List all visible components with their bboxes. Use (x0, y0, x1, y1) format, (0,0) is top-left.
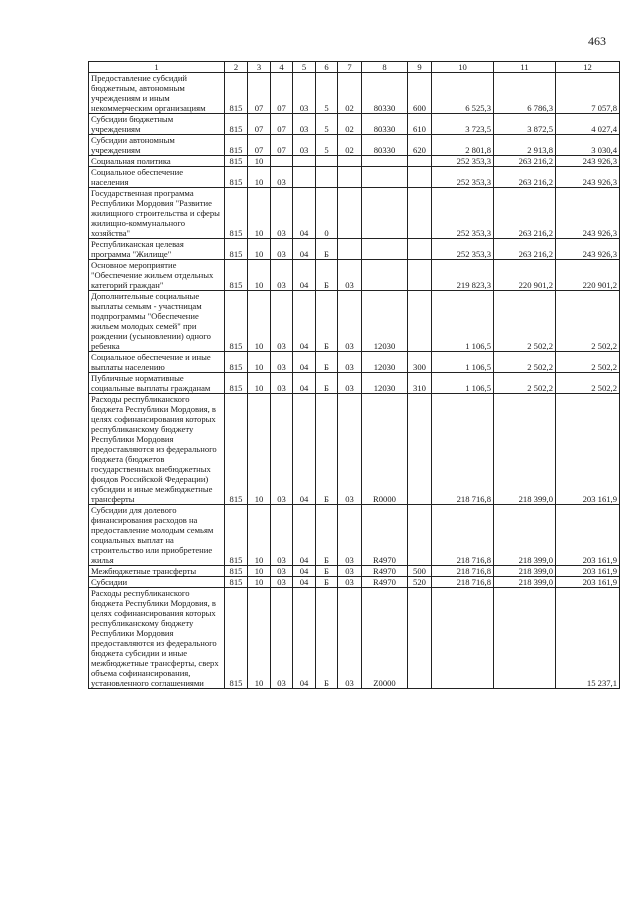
event-code: 03 (338, 588, 362, 689)
row-name: Публичные нормативные социальные выплаты гражданам (89, 373, 225, 394)
amount-2020: 218 399,0 (494, 566, 556, 577)
expense-type-code (408, 505, 432, 566)
event-code: 02 (338, 114, 362, 135)
grbs-code: 815 (225, 394, 248, 505)
amount-2020: 2 502,2 (494, 291, 556, 352)
subsection-code: 03 (271, 566, 293, 577)
event-code: 02 (338, 73, 362, 114)
table-row (89, 291, 620, 352)
amount-2019: 2 801,8 (432, 135, 494, 156)
event-code: 03 (338, 291, 362, 352)
row-name: Субсидии автономным учреждениям (89, 135, 225, 156)
subprogram-code: Б (316, 239, 338, 260)
grbs-code: 815 (225, 577, 248, 588)
subsection-code: 03 (271, 239, 293, 260)
expense-type-code: 600 (408, 73, 432, 114)
expense-type-code (408, 156, 432, 167)
col-header: 3 (248, 62, 271, 73)
subprogram-code: 5 (316, 73, 338, 114)
event-code (338, 156, 362, 167)
program-code: 04 (293, 505, 316, 566)
amount-2019: 3 723,5 (432, 114, 494, 135)
grbs-code: 815 (225, 167, 248, 188)
row-name: Социальное обеспечение населения (89, 167, 225, 188)
col-header: 10 (432, 62, 494, 73)
subsection-code: 03 (271, 167, 293, 188)
subprogram-code: Б (316, 394, 338, 505)
col-header: 1 (89, 62, 225, 73)
expense-type-code: 300 (408, 352, 432, 373)
row-name: Предоставление субсидий бюджетным, автономным учреждениям и иным некоммерческим организациям (89, 73, 225, 114)
direction-code: R4970 (362, 505, 408, 566)
subprogram-code (316, 156, 338, 167)
row-name: Субсидии бюджетным учреждениям (89, 114, 225, 135)
grbs-code: 815 (225, 239, 248, 260)
amount-2021: 203 161,9 (556, 394, 620, 505)
col-header: 6 (316, 62, 338, 73)
amount-2019: 252 353,3 (432, 167, 494, 188)
amount-2020: 2 502,2 (494, 373, 556, 394)
amount-2021: 4 027,4 (556, 114, 620, 135)
amount-2020: 6 786,3 (494, 73, 556, 114)
program-code: 04 (293, 188, 316, 239)
subsection-code: 03 (271, 588, 293, 689)
subsection-code: 03 (271, 373, 293, 394)
grbs-code: 815 (225, 505, 248, 566)
row-name: Субсидии (89, 577, 225, 588)
section-code: 10 (248, 291, 271, 352)
expense-type-code (408, 394, 432, 505)
table-row (89, 394, 620, 505)
expense-type-code: 310 (408, 373, 432, 394)
event-code (338, 239, 362, 260)
direction-code: Z0000 (362, 588, 408, 689)
subsection-code: 03 (271, 260, 293, 291)
expense-type-code: 620 (408, 135, 432, 156)
direction-code: 80330 (362, 135, 408, 156)
expense-type-code (408, 260, 432, 291)
table-header-row (89, 62, 620, 73)
row-name: Расходы республиканского бюджета Республики Мордовия, в целях софинансирования которых республиканскому бюджету Республики Мордовия предоставляются из федерального бюджета субсидии и иные межбюджетные трансферты, сверх объема софинансирования, установленного соглашениями (89, 588, 225, 689)
section-code: 07 (248, 114, 271, 135)
amount-2021: 243 926,3 (556, 156, 620, 167)
subprogram-code (316, 167, 338, 188)
amount-2019: 252 353,3 (432, 156, 494, 167)
row-name: Дополнительные социальные выплаты семьям - участницам подпрограммы "Обеспечение жильем молодых семей" при рождении (усыновлении) одного ребенка (89, 291, 225, 352)
subprogram-code: Б (316, 588, 338, 689)
direction-code: 12030 (362, 373, 408, 394)
subprogram-code: 5 (316, 114, 338, 135)
amount-2021: 203 161,9 (556, 566, 620, 577)
section-code: 10 (248, 188, 271, 239)
table-row (89, 566, 620, 577)
col-header: 9 (408, 62, 432, 73)
col-header: 8 (362, 62, 408, 73)
grbs-code: 815 (225, 135, 248, 156)
col-header: 4 (271, 62, 293, 73)
event-code: 03 (338, 373, 362, 394)
amount-2020: 2 913,8 (494, 135, 556, 156)
subprogram-code: 5 (316, 135, 338, 156)
subsection-code: 03 (271, 577, 293, 588)
subprogram-code: Б (316, 291, 338, 352)
grbs-code: 815 (225, 352, 248, 373)
section-code: 10 (248, 394, 271, 505)
subprogram-code: Б (316, 352, 338, 373)
table-row (89, 505, 620, 566)
direction-code (362, 156, 408, 167)
col-header: 2 (225, 62, 248, 73)
event-code: 03 (338, 352, 362, 373)
row-name: Социальная политика (89, 156, 225, 167)
expense-type-code (408, 291, 432, 352)
budget-table (88, 61, 620, 689)
amount-2020: 2 502,2 (494, 352, 556, 373)
expense-type-code (408, 588, 432, 689)
table-row (89, 260, 620, 291)
amount-2020: 218 399,0 (494, 505, 556, 566)
amount-2019: 219 823,3 (432, 260, 494, 291)
grbs-code: 815 (225, 156, 248, 167)
grbs-code: 815 (225, 114, 248, 135)
section-code: 10 (248, 505, 271, 566)
program-code: 03 (293, 114, 316, 135)
table-row (89, 188, 620, 239)
table-row (89, 135, 620, 156)
direction-code: R4970 (362, 577, 408, 588)
subprogram-code: Б (316, 505, 338, 566)
row-name: Межбюджетные трансферты (89, 566, 225, 577)
table-row (89, 114, 620, 135)
amount-2020: 263 216,2 (494, 167, 556, 188)
subsection-code: 03 (271, 188, 293, 239)
section-code: 07 (248, 73, 271, 114)
program-code (293, 156, 316, 167)
table-row (89, 73, 620, 114)
amount-2021: 243 926,3 (556, 239, 620, 260)
direction-code (362, 167, 408, 188)
event-code: 03 (338, 577, 362, 588)
col-header: 11 (494, 62, 556, 73)
expense-type-code: 520 (408, 577, 432, 588)
subprogram-code: Б (316, 577, 338, 588)
table-row (89, 577, 620, 588)
amount-2019: 218 716,8 (432, 566, 494, 577)
section-code: 10 (248, 156, 271, 167)
direction-code: 12030 (362, 291, 408, 352)
amount-2020: 263 216,2 (494, 239, 556, 260)
program-code: 04 (293, 394, 316, 505)
expense-type-code (408, 167, 432, 188)
amount-2019: 218 716,8 (432, 505, 494, 566)
program-code: 04 (293, 373, 316, 394)
table-row (89, 373, 620, 394)
grbs-code: 815 (225, 566, 248, 577)
subsection-code: 07 (271, 73, 293, 114)
program-code: 03 (293, 73, 316, 114)
subsection-code: 03 (271, 352, 293, 373)
event-code: 03 (338, 566, 362, 577)
program-code: 04 (293, 352, 316, 373)
direction-code (362, 239, 408, 260)
amount-2021: 203 161,9 (556, 505, 620, 566)
program-code (293, 167, 316, 188)
grbs-code: 815 (225, 260, 248, 291)
subprogram-code: Б (316, 373, 338, 394)
program-code: 04 (293, 577, 316, 588)
page-number: 463 (588, 34, 606, 48)
amount-2019: 1 106,5 (432, 291, 494, 352)
event-code (338, 167, 362, 188)
program-code: 04 (293, 260, 316, 291)
event-code: 03 (338, 505, 362, 566)
amount-2021: 3 030,4 (556, 135, 620, 156)
expense-type-code: 610 (408, 114, 432, 135)
expense-type-code: 500 (408, 566, 432, 577)
section-code: 10 (248, 566, 271, 577)
amount-2020: 263 216,2 (494, 188, 556, 239)
col-header: 5 (293, 62, 316, 73)
amount-2019: 218 716,8 (432, 577, 494, 588)
amount-2019: 1 106,5 (432, 373, 494, 394)
subsection-code: 03 (271, 505, 293, 566)
amount-2019: 1 106,5 (432, 352, 494, 373)
section-code: 10 (248, 588, 271, 689)
direction-code: 80330 (362, 73, 408, 114)
subsection-code: 07 (271, 114, 293, 135)
subprogram-code: 0 (316, 188, 338, 239)
direction-code (362, 188, 408, 239)
amount-2021: 2 502,2 (556, 352, 620, 373)
event-code (338, 188, 362, 239)
table-row (89, 167, 620, 188)
expense-type-code (408, 239, 432, 260)
program-code: 04 (293, 291, 316, 352)
amount-2021: 243 926,3 (556, 167, 620, 188)
row-name: Субсидии для долевого финансирования расходов на предоставление молодым семьям социальных выплат на строительство или приобретение жилья (89, 505, 225, 566)
amount-2021: 7 057,8 (556, 73, 620, 114)
direction-code: R0000 (362, 394, 408, 505)
amount-2020: 3 872,5 (494, 114, 556, 135)
section-code: 10 (248, 167, 271, 188)
direction-code: R4970 (362, 566, 408, 577)
row-name: Республиканская целевая программа "Жилище" (89, 239, 225, 260)
col-header: 7 (338, 62, 362, 73)
grbs-code: 815 (225, 188, 248, 239)
amount-2020: 218 399,0 (494, 577, 556, 588)
amount-2019: 6 525,3 (432, 73, 494, 114)
row-name: Расходы республиканского бюджета Республики Мордовия, в целях софинансирования которых республиканскому бюджету Республики Мордовия предоставляются из федерального бюджета (бюджетов государственных внебюджетных фондов Российской Федерации) субсидии и иные межбюджетные трансферты (89, 394, 225, 505)
amount-2021: 2 502,2 (556, 291, 620, 352)
program-code: 04 (293, 588, 316, 689)
subsection-code: 03 (271, 291, 293, 352)
section-code: 10 (248, 577, 271, 588)
grbs-code: 815 (225, 373, 248, 394)
amount-2020 (494, 588, 556, 689)
section-code: 10 (248, 373, 271, 394)
row-name: Государственная программа Республики Мордовия "Развитие жилищного строительства и сферы жилищно-коммунального хозяйства" (89, 188, 225, 239)
subprogram-code: Б (316, 260, 338, 291)
section-code: 10 (248, 239, 271, 260)
direction-code: 12030 (362, 352, 408, 373)
row-name: Основное мероприятие "Обеспечение жильем отдельных категорий граждан" (89, 260, 225, 291)
row-name: Социальное обеспечение и иные выплаты населению (89, 352, 225, 373)
expense-type-code (408, 188, 432, 239)
grbs-code: 815 (225, 291, 248, 352)
table-row (89, 156, 620, 167)
grbs-code: 815 (225, 588, 248, 689)
subsection-code: 07 (271, 135, 293, 156)
amount-2021: 243 926,3 (556, 188, 620, 239)
event-code: 03 (338, 260, 362, 291)
grbs-code: 815 (225, 73, 248, 114)
table-row (89, 588, 620, 689)
event-code: 03 (338, 394, 362, 505)
amount-2019: 252 353,3 (432, 239, 494, 260)
section-code: 10 (248, 260, 271, 291)
amount-2021: 220 901,2 (556, 260, 620, 291)
subsection-code: 03 (271, 394, 293, 505)
amount-2021: 2 502,2 (556, 373, 620, 394)
subprogram-code: Б (316, 566, 338, 577)
amount-2019: 218 716,8 (432, 394, 494, 505)
col-header: 12 (556, 62, 620, 73)
section-code: 10 (248, 352, 271, 373)
program-code: 04 (293, 239, 316, 260)
table-row (89, 239, 620, 260)
direction-code (362, 260, 408, 291)
subsection-code (271, 156, 293, 167)
section-code: 07 (248, 135, 271, 156)
amount-2020: 263 216,2 (494, 156, 556, 167)
amount-2020: 218 399,0 (494, 394, 556, 505)
program-code: 04 (293, 566, 316, 577)
amount-2019 (432, 588, 494, 689)
direction-code: 80330 (362, 114, 408, 135)
event-code: 02 (338, 135, 362, 156)
table-row (89, 352, 620, 373)
amount-2021: 15 237,1 (556, 588, 620, 689)
program-code: 03 (293, 135, 316, 156)
amount-2020: 220 901,2 (494, 260, 556, 291)
amount-2019: 252 353,3 (432, 188, 494, 239)
amount-2021: 203 161,9 (556, 577, 620, 588)
